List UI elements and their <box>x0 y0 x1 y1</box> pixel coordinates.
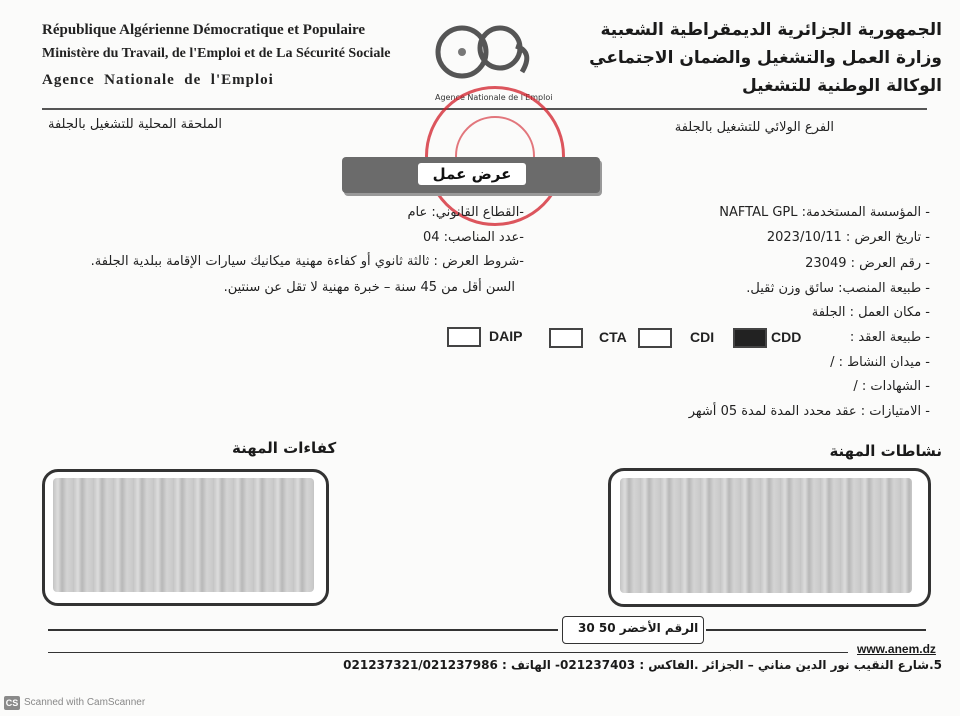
header-fr-line1: République Algérienne Démocratique et Populaire <box>42 22 366 38</box>
field-benefits: - الامتيازات : عقد محدد المدة لمدة 05 أشهر <box>688 404 930 419</box>
field-workplace: - مكان العمل : الجلفة <box>811 305 930 320</box>
field-activity: - ميدان النشاط : / <box>830 355 930 370</box>
field-sector: -القطاع القانوني: عام <box>407 205 524 220</box>
checkbox-daip-label: DAIP <box>489 328 523 344</box>
skills-title: كفاءات المهنة <box>232 439 337 457</box>
checkbox-cta <box>549 328 583 348</box>
watermark-text: Scanned with CamScanner <box>24 697 146 708</box>
header-ar-line2: وزارة العمل والتشغيل والضمان الاجتماعي <box>589 48 942 68</box>
branch-right: الفرع الولائي للتشغيل بالجلفة <box>674 120 834 135</box>
checkbox-cta-label: CTA <box>599 329 627 345</box>
footer-rule-left <box>48 629 558 631</box>
page-title: عرض عمل <box>418 163 526 185</box>
green-number: الرقم الأخضر 50 30 <box>578 621 699 635</box>
checkbox-daip <box>447 327 481 347</box>
skills-content-redacted <box>53 478 314 592</box>
footer-rule-2 <box>48 652 848 653</box>
field-diplomas: - الشهادات : / <box>853 379 930 394</box>
field-positions: -عدد المناصب: 04 <box>422 230 524 245</box>
field-job-nature: - طبيعة المنصب: سائق وزن ثقيل. <box>746 281 930 296</box>
footer-rule-right <box>706 629 926 631</box>
camscanner-icon: CS <box>5 698 19 708</box>
field-date: - تاريخ العرض : 2023/10/11 <box>766 230 930 245</box>
checkbox-cdd-label: CDD <box>771 329 802 345</box>
anem-logo <box>430 18 550 90</box>
header-fr-line3: Agence Nationale de l'Emploi <box>42 72 274 88</box>
field-contract: - طبيعة العقد : <box>849 330 930 345</box>
header-fr-line2: Ministère du Travail, de l'Emploi et de La Sécurité Sociale <box>42 46 391 61</box>
branch-left: الملحقة المحلية للتشغيل بالجلفة <box>48 117 223 132</box>
header-ar-line3: الوكالة الوطنية للتشغيل <box>741 76 942 96</box>
footer-address: 5.شارع النقيب نور الدين مناني – الجزائر .الفاكس : 021237403- الهاتف : 021237321/021237986 <box>343 658 942 672</box>
activities-title: نشاطات المهنة <box>829 442 942 460</box>
logo-caption: Agence Nationale de l'Emploi <box>435 93 553 102</box>
field-conditions: -شروط العرض : ثالثة ثانوي أو كفاءة مهنية ميكانيك سيارات الإقامة ببلدية الجلفة. <box>90 254 524 269</box>
checkbox-cdd <box>733 328 767 348</box>
field-conditions-2: السن أقل من 45 سنة – خبرة مهنية لا تقل عن سنتين. <box>223 280 515 295</box>
checkbox-cdi-label: CDI <box>690 329 715 345</box>
activities-content-redacted <box>620 478 912 593</box>
website-link[interactable]: www.anem.dz <box>857 642 936 656</box>
header-ar-line1: الجمهورية الجزائرية الديمقراطية الشعبية <box>600 20 942 40</box>
field-employer: - المؤسسة المستخدمة: NAFTAL GPL <box>719 205 930 220</box>
field-offer-number: - رقم العرض : 23049 <box>805 256 930 271</box>
checkbox-cdi <box>638 328 672 348</box>
